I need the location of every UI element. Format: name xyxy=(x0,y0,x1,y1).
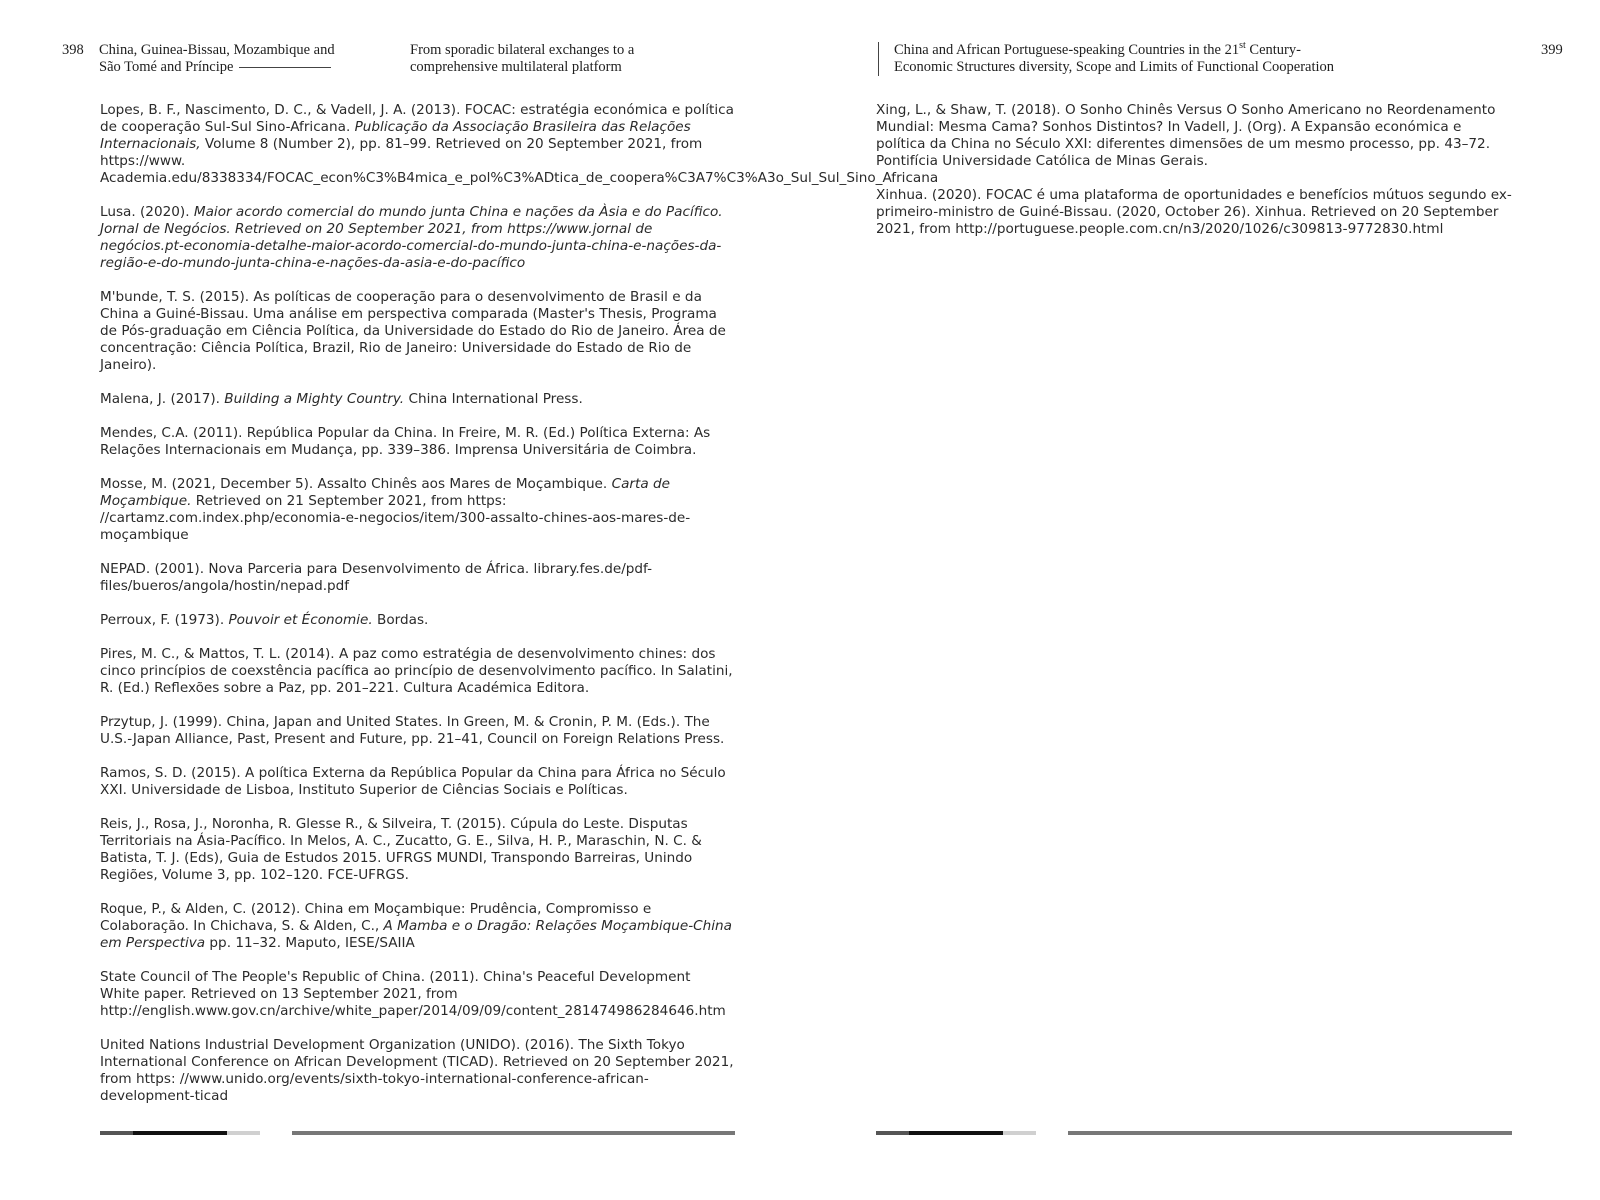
footer-bar-segment xyxy=(100,1131,133,1135)
reference-entry: Reis, J., Rosa, J., Noronha, R. Glesse R., & Silveira, T. (2015). Cúpula do Leste. Disputas Territoriais na Ásia-Pacífico. In Melos, A. C., Zucatto, G. E., Silva, H. P., Maraschin, N. C. & Batista, T. J. (Eds), Guia de Estudos 2015. UFRGS MUNDI, Transpondo Barreiras, Unindo Regiões, Volume 3, pp. 102–120. FCE-UFRGS. xyxy=(100,816,702,883)
running-head-chapter-line-1: From sporadic bilateral exchanges to a xyxy=(410,42,635,58)
reference-entry: M'bunde, T. S. (2015). As políticas de cooperação para o desenvolvimento de Brasil e da China a Guiné-Bissau. Uma análise em perspectiva comparada (Master's Thesis, Programa de Pós-graduação em Ciência Política, da Universidade do Estado do Rio de Janeiro. Área de concentração: Ciência Política, Brazil, Rio de Janeiro: Universidade do Estado de Rio de Janeiro). xyxy=(100,289,726,373)
reference-entry: Przytup, J. (1999). China, Japan and United States. In Green, M. & Cronin, P. M. (Eds.). The U.S.-Japan Alliance, Past, Present and Future, pp. 21–41, Council on Foreign Relations Press. xyxy=(100,714,725,747)
reference-entry: Xinhua. (2020). FOCAC é uma plataforma de oportunidades e benefícios mútuos segundo ex-primeiro-ministro de Guiné-Bissau. (2020, October 26). Xinhua. Retrieved on 20 September 2021, from http://portuguese.people.com.cn/n3/2020/1026/c309813-9772830.html xyxy=(876,187,1512,237)
reference-entry: Lopes, B. F., Nascimento, D. C., & Vadell, J. A. (2013). FOCAC: estratégia económica e política de cooperação Sul-Sul Sino-Africana. Publicação da Associação Brasileira das Relações Internacionais, Volume 8 (Number 2), pp. 81–99. Retrieved on 20 September 2021, from https://www. Academia.edu/8338334/FOCAC_econ%C3%B4mica_e_pol%C3%ADtica_de_coopera%C3A7%C3%A3o_Sul_Sul_Sino_Africana xyxy=(100,102,939,186)
reference-entry: Lusa. (2020). Maior acordo comercial do mundo junta China e nações da Àsia e do Pacífico. Jornal de Negócios. Retrieved on 20 September 2021, from https://www.jornal de negócios.pt-economia-detalhe-maior-acordo-comercial-do-mundo-junta-china-e-nações-da-região-e-do-mundo-junta-china-e-nações-da-asia-e-do-pacífico xyxy=(100,204,723,271)
footer-bar-segment xyxy=(909,1131,1003,1135)
reference-entry: NEPAD. (2001). Nova Parceria para Desenvolvimento de África. library.fes.de/pdf-files/bueros/angola/hostin/nepad.pdf xyxy=(100,561,652,594)
reference-entry: State Council of The People's Republic of China. (2011). China's Peaceful Development White paper. Retrieved on 13 September 2021, from http://english.www.gov.cn/archive/white_paper/2014/09/09/content_281474986284646.htm xyxy=(100,969,726,1019)
reference-entry: Perroux, F. (1973). Pouvoir et Économie. Bordas. xyxy=(100,612,429,628)
right-page xyxy=(800,0,1600,1200)
reference-entry: Ramos, S. D. (2015). A política Externa da República Popular da China para África no Século XXI. Universidade de Lisboa, Instituto Superior de Ciências Sociais e Políticas. xyxy=(100,765,726,798)
running-head-right-line-1: China and African Portuguese-speaking Countries in the 21st Century- xyxy=(894,40,1301,58)
running-head-rule xyxy=(239,67,331,68)
page-number-left: 398 xyxy=(62,42,84,58)
reference-entry: Roque, P., & Alden, C. (2012). China em Moçambique: Prudência, Compromisso e Colaboração. In Chichava, S. & Alden, C., A Mamba e o Dragão: Relações Moçambique-China em Perspectiva pp. 11–32. Maputo, IESE/SAIIA xyxy=(100,901,732,951)
reference-list-left xyxy=(100,102,939,1122)
running-head-right xyxy=(878,42,1454,76)
footer-bar-long xyxy=(1068,1131,1512,1135)
running-head-right-line-2: Economic Structures diversity, Scope and Limits of Functional Cooperation xyxy=(894,59,1335,75)
page-number-right: 399 xyxy=(1541,42,1563,58)
reference-entry: Xing, L., & Shaw, T. (2018). O Sonho Chinês Versus O Sonho Americano no Reordenamento Mundial: Mesma Cama? Sonhos Distintos? In Vadell, J. (Org). A Expansão económica e política da China no Século XXI: diferentes dimensões de um mesmo processo, pp. 43–72. Pontifícia Universidade Católica de Minas Gerais. xyxy=(876,102,1496,169)
reference-list-right xyxy=(876,102,1512,255)
footer-bar-segment xyxy=(876,1131,909,1135)
reference-entry: Pires, M. C., & Mattos, T. L. (2014). A paz como estratégia de desenvolvimento chines: dos cinco princípios de coexstência pacífica ao princípio de desenvolvimento pacífico. In Salatini, R. (Ed.) Reflexões sobre a Paz, pp. 201–221. Cultura Académica Editora. xyxy=(100,646,733,696)
footer-bar-segment xyxy=(1003,1131,1036,1135)
footer-bar-segment xyxy=(133,1131,227,1135)
footer-bar-long xyxy=(292,1131,735,1135)
reference-entry: Mendes, C.A. (2011). República Popular da China. In Freire, M. R. (Ed.) Política Externa: As Relações Internacionais em Mudança, pp. 339–386. Imprensa Universitária de Coimbra. xyxy=(100,425,711,458)
running-head-chapter-line-2: comprehensive multilateral platform xyxy=(410,59,622,75)
running-head-book-title xyxy=(99,42,359,76)
reference-entry: Mosse, M. (2021, December 5). Assalto Chinês aos Mares de Moçambique. Carta de Moçambique. Retrieved on 21 September 2021, from https: //cartamz.com.index.php/economia-e-negocios/item/300-assalto-chines-aos-mares-de-moçambique xyxy=(100,476,691,543)
reference-entry: United Nations Industrial Development Organization (UNIDO). (2016). The Sixth Tokyo International Conference on African Development (TICAD). Retrieved on 20 September 2021, from https: //www.unido.org/events/sixth-tokyo-international-conference-african-development-ticad xyxy=(100,1037,734,1104)
footer-bar-segment xyxy=(227,1131,260,1135)
running-head-book-title-text: China, Guinea-Bissau, Mozambique and São Tomé and Príncipe xyxy=(99,42,335,75)
reference-entry: Malena, J. (2017). Building a Mighty Country. China International Press. xyxy=(100,391,583,407)
running-head-chapter-title xyxy=(410,42,710,76)
